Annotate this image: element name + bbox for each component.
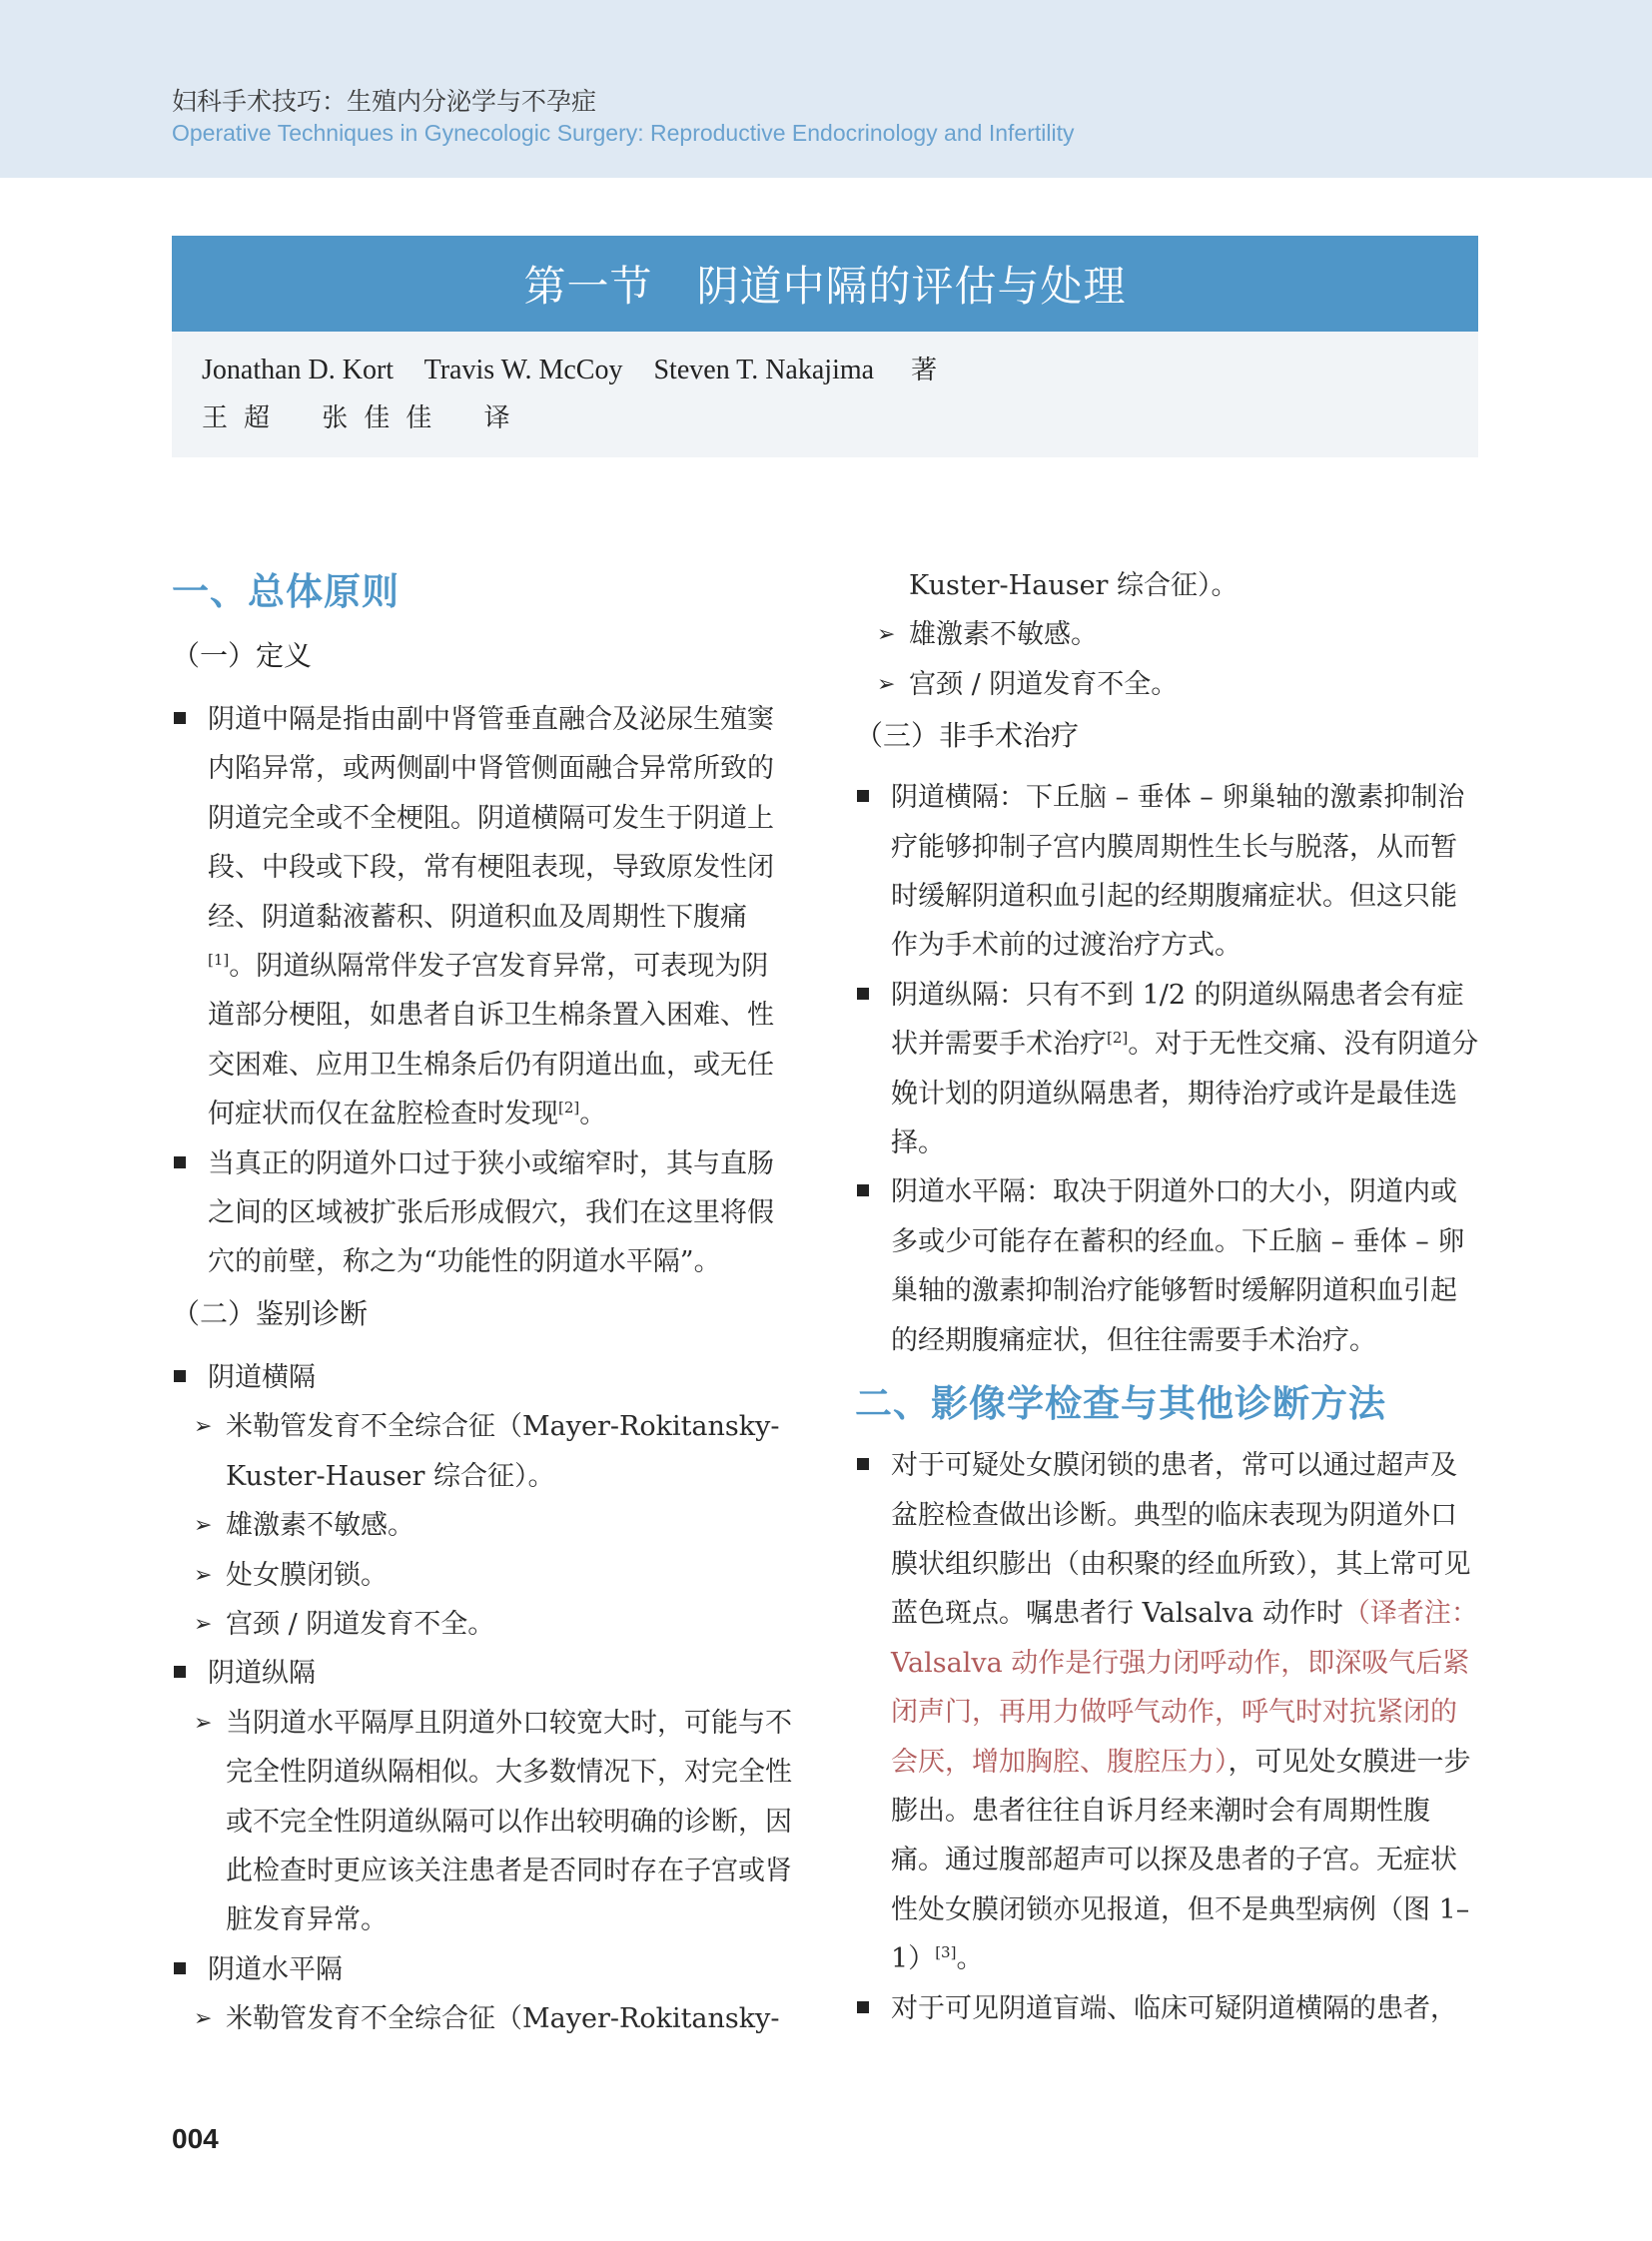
author-box xyxy=(172,332,1478,457)
definition-paragraph-2: 当真正的阴道外口过于狭小或缩窄时，其与直肠之间的区域被扩张后形成假穴，我们在这里将假穴的前壁，称之为“功能性的阴道水平隔”。 xyxy=(172,1139,795,1287)
chapter-title: 阴道中隔的评估与处理 xyxy=(696,262,1127,311)
book-title-cn: 妇科手术技巧：生殖内分泌学与不孕症 xyxy=(172,87,597,116)
arrow-bullet-icon: ➢ xyxy=(194,1414,213,1440)
citation: [1] xyxy=(208,951,230,970)
definition-paragraph-1: 阴道中隔是指由副中肾管垂直融合及泌尿生殖窦内陷异常，或两侧副中肾管侧面融合异常所致的阴道完全或不全梗阻。阴道横隔可发生于阴道上段、中段或下段，常有梗阻表现，导致原发性闭经、阴道黏液蓄积、阴道积血及周期性下腹痛[1]。阴道纵隔常伴发子宫发育异常，可表现为阴道部分梗阻，如患者自诉卫生棉条置入困难、性交困难、应用卫生棉条后仍有阴道出血，或无任何症状而仅在盆腔检查时发现[2]。 xyxy=(172,695,795,1139)
translator-note: （译者注：Valsalva 动作是行强力闭呼动作，即深吸气后紧闭声门，再用力做呼气动作，呼气时对抗紧闭的会厌，增加胸腔、腹腔压力） xyxy=(891,1598,1478,1778)
arrow-bullet-icon: ➢ xyxy=(194,1710,213,1736)
translator-line xyxy=(202,397,510,434)
translator-name: 张佳佳 xyxy=(322,403,448,433)
diff-item-horizontal: 阴道水平隔 xyxy=(172,1945,795,1994)
nonsurgical-paragraph-3: 阴道水平隔：取决于阴道外口的大小，阴道内或多或少可能存在蓄积的经血。下丘脑 – 垂体 – 卵巢轴的激素抑制治疗能够暂时缓解阴道积血引起的经期腹痛症状，但往往需要手术治疗。 xyxy=(855,1167,1480,1365)
nonsurgical-paragraph-2: 阴道纵隔：只有不到 1/2 的阴道纵隔患者会有症状并需要手术治疗[2]。对于无性交痛、没有阴道分娩计划的阴道纵隔患者，期待治疗或许是最佳选择。 xyxy=(855,971,1480,1168)
diff-item-longitudinal: 阴道纵隔 xyxy=(172,1649,795,1698)
diff-subitem: ➢ 米勒管发育不全综合征（Mayer-Rokitansky-Kuster-Hauser 综合征）。 xyxy=(172,1402,795,1501)
left-column xyxy=(172,559,795,2044)
running-header xyxy=(0,0,1652,178)
nonsurgical-paragraph-1: 阴道横隔：下丘脑 – 垂体 – 卵巢轴的激素抑制治疗能够抑制子宫内膜周期性生长与脱落，从而暂时缓解阴道积血引起的经期腹痛症状。但这只能作为手术前的过渡治疗方式。 xyxy=(855,773,1480,971)
diff-subitem: ➢ 雄激素不敏感。 xyxy=(172,1501,795,1550)
diff-subitem: ➢ 米勒管发育不全综合征（Mayer-Rokitansky- xyxy=(172,1994,795,2043)
author-role: 著 xyxy=(911,356,938,385)
imaging-paragraph-2: 对于可见阴道盲端、临床可疑阴道横隔的患者， xyxy=(855,1984,1480,2033)
arrow-bullet-icon: ➢ xyxy=(194,1562,213,1588)
author-name: Steven T. Nakajima xyxy=(653,355,875,385)
author-line xyxy=(202,350,937,386)
book-title-en: Operative Techniques in Gynecologic Surgery: Reproductive Endocrinology and Infertility xyxy=(172,120,1075,146)
continued-subitem: Kuster-Hauser 综合征）。 xyxy=(909,570,1239,601)
arrow-bullet-icon: ➢ xyxy=(877,671,896,697)
subheading-nonsurgical-treatment: （三）非手术治疗 xyxy=(855,719,1080,753)
imaging-paragraph-1: 对于可疑处女膜闭锁的患者，常可以通过超声及盆腔检查做出诊断。典型的临床表现为阴道外口膜状组织膨出（由积聚的经血所致），其上常可见蓝色斑点。嘱患者行 Valsalva 动作时（译者注：Valsalva 动作是行强力闭呼动作，即深吸气后紧闭声门，再用力做呼气动作，呼气时对抗紧闭的会厌，增加胸腔、腹腔压力），可见处女膜进一步膨出。患者往往自诉月经来潮时会有周期性腹痛。通过腹部超声可以探及患者的子宫。无症状性处女膜闭锁亦见报道，但不是典型病例（图 1–1）[3]。 xyxy=(855,1441,1480,1983)
diff-subitem: ➢ 宫颈 / 阴道发育不全。 xyxy=(172,1600,795,1649)
author-name: Travis W. McCoy xyxy=(423,355,623,385)
diff-subitem: ➢ 雄激素不敏感。 xyxy=(855,610,1480,659)
author-name: Jonathan D. Kort xyxy=(202,355,395,385)
section-number: 第一节 xyxy=(523,262,653,311)
translator-name: 王超 xyxy=(202,403,287,433)
section-heading-imaging: 二、影像学检查与其他诊断方法 xyxy=(855,1381,1386,1426)
chapter-title-bar xyxy=(172,236,1478,332)
section-heading-general-principles: 一、总体原则 xyxy=(172,569,400,613)
arrow-bullet-icon: ➢ xyxy=(194,2006,213,2032)
translator-role: 译 xyxy=(483,403,510,433)
diff-item-transverse: 阴道横隔 xyxy=(172,1353,795,1402)
diff-subitem: ➢ 当阴道水平隔厚且阴道外口较宽大时，可能与不完全性阴道纵隔相似。大多数情况下，对完全性或不完全性阴道纵隔可以作出较明确的诊断，因此检查时更应该关注患者是否同时存在子宫或肾脏发育异常。 xyxy=(172,1699,795,1945)
right-column xyxy=(855,561,1480,2033)
diff-subitem: ➢ 处女膜闭锁。 xyxy=(172,1551,795,1600)
page-number: 004 xyxy=(172,2123,219,2154)
subheading-differential-diagnosis: （二）鉴别诊断 xyxy=(172,1296,369,1330)
arrow-bullet-icon: ➢ xyxy=(194,1513,213,1539)
diff-subitem: ➢ 宫颈 / 阴道发育不全。 xyxy=(855,660,1480,709)
citation: [2] xyxy=(558,1099,580,1118)
subheading-definition: （一）定义 xyxy=(172,639,313,672)
arrow-bullet-icon: ➢ xyxy=(194,1611,213,1637)
citation: [2] xyxy=(1107,1029,1129,1048)
arrow-bullet-icon: ➢ xyxy=(877,622,896,648)
citation: [3] xyxy=(935,1943,957,1962)
